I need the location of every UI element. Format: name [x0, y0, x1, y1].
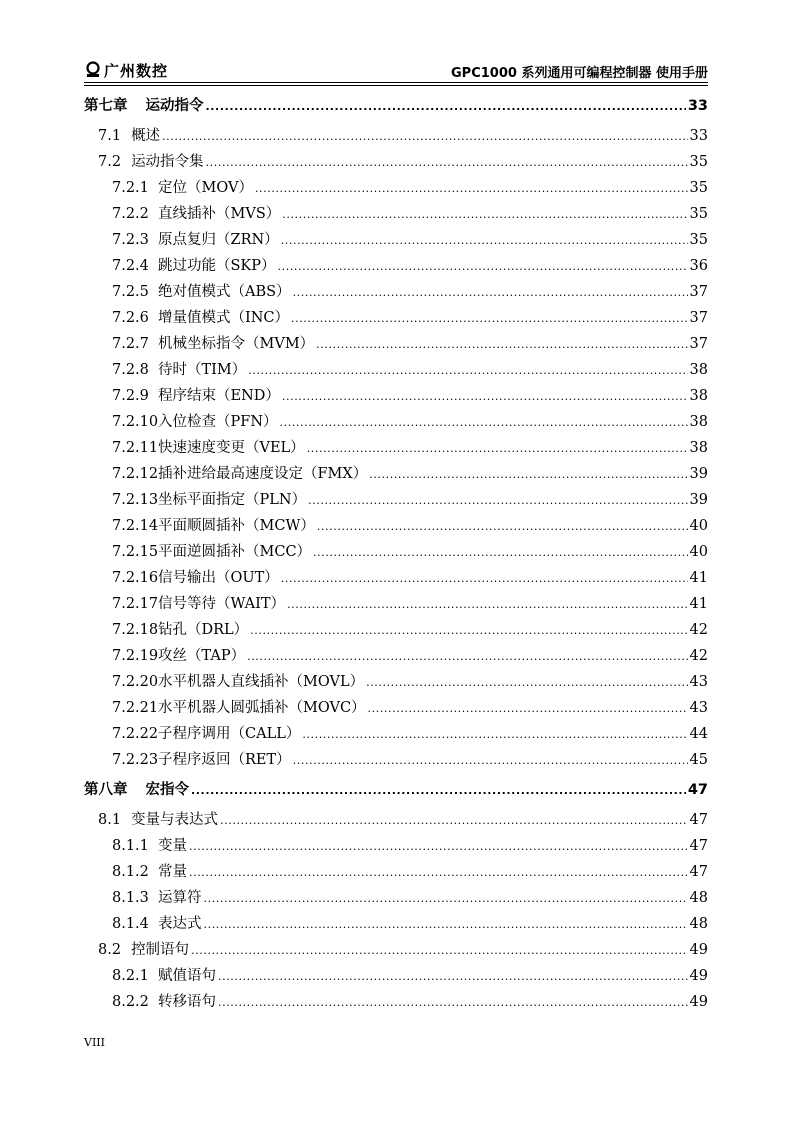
toc-entry-number: 7.2.1 [112, 180, 149, 196]
toc-entry-number: 7.2.3 [112, 232, 149, 248]
toc-entry-page: 44 [689, 726, 708, 742]
toc-entry[interactable] [84, 965, 708, 987]
toc-leader-dots [282, 385, 688, 408]
toc-entry-number: 8.1.1 [112, 838, 149, 854]
header-divider-thin [84, 85, 708, 86]
toc-leader-dots [369, 463, 687, 486]
toc-leader-dots [316, 333, 687, 356]
toc-leader-dots [368, 697, 688, 720]
toc-entry-title: 赋值语句 [158, 968, 216, 984]
toc-leader-dots [191, 779, 686, 802]
toc-entry-title: 增量值模式（INC） [158, 310, 290, 326]
toc-entry-title: 表达式 [158, 916, 202, 932]
toc-entry-page: 35 [689, 206, 708, 222]
toc-entry-title: 运算符 [158, 890, 202, 906]
toc-entry-title: 控制语句 [131, 942, 190, 958]
toc-leader-dots [248, 359, 687, 382]
toc-leader-dots [366, 671, 687, 694]
toc-leader-dots [280, 411, 688, 434]
toc-entry-number: 7.2.12 [112, 466, 159, 482]
toc-entry-title: 信号等待（WAIT） [158, 596, 286, 612]
toc-entry-page: 33 [689, 128, 708, 144]
toc-entry[interactable] [84, 125, 708, 147]
toc-entry-number: 8.1.2 [112, 864, 149, 880]
toc-entry-number: 7.2.8 [112, 362, 149, 378]
toc-leader-dots [302, 723, 687, 746]
toc-entry-page: 36 [689, 258, 708, 274]
toc-entry-number: 7.2.5 [112, 284, 149, 300]
toc-entry-title: 转移语句 [158, 994, 216, 1010]
toc-entry-number: 8.1 [98, 812, 122, 828]
toc-leader-dots [218, 965, 688, 988]
toc-leader-dots [293, 749, 688, 772]
toc-leader-dots [204, 913, 688, 936]
toc-entry-page: 37 [689, 336, 708, 352]
toc-entry-number: 第七章 [84, 98, 128, 114]
toc-entry-number: 7.2.7 [112, 336, 149, 352]
toc-entry-number: 7.2.10 [112, 414, 159, 430]
toc-entry[interactable] [84, 939, 708, 961]
toc-entry-page: 35 [689, 232, 708, 248]
toc-entry-number: 7.1 [98, 128, 122, 144]
toc-leader-dots [291, 307, 688, 330]
toc-leader-dots [162, 125, 687, 148]
toc-entry[interactable] [84, 861, 708, 883]
toc-entry-number: 7.2.23 [112, 752, 159, 768]
toc-leader-dots [308, 489, 687, 512]
toc-entry-number: 7.2.13 [112, 492, 159, 508]
toc-leader-dots [250, 619, 687, 642]
toc-entry[interactable] [84, 913, 708, 935]
toc-entry-number: 7.2.6 [112, 310, 149, 326]
toc-entry-page: 39 [689, 492, 708, 508]
toc-entry-title: 变量与表达式 [131, 812, 219, 828]
toc-entry-title: 原点复归（ZRN） [158, 232, 279, 248]
toc-entry-title: 水平机器人直线插补（MOVL） [158, 674, 365, 690]
toc-entry-title: 快速速度变更（VEL） [158, 440, 305, 456]
toc-entry-number: 7.2 [98, 154, 122, 170]
toc-entry-page: 33 [687, 98, 708, 114]
toc-leader-dots [293, 281, 688, 304]
toc-entry-page: 47 [689, 864, 708, 880]
logo-text: 广州数控 [104, 61, 169, 80]
toc-entry-number: 8.1.3 [112, 890, 149, 906]
toc-entry[interactable] [84, 489, 708, 511]
toc-entry-title: 常量 [158, 864, 187, 880]
toc-entry-page: 40 [689, 518, 708, 534]
toc-entry-number: 8.2.2 [112, 994, 149, 1010]
toc-entry-page: 40 [689, 544, 708, 560]
gsk-logo-icon [84, 61, 102, 79]
toc-chapter-entry[interactable] [84, 779, 708, 801]
toc-entry-number: 8.2.1 [112, 968, 149, 984]
toc-entry[interactable] [84, 385, 708, 407]
toc-entry-page: 43 [689, 674, 708, 690]
toc-leader-dots [206, 151, 688, 174]
toc-entry-title: 定位（MOV） [158, 180, 253, 196]
toc-entry-number: 7.2.11 [112, 440, 159, 456]
toc-leader-dots [204, 887, 688, 910]
toc-entry-title: 坐标平面指定（PLN） [158, 492, 307, 508]
toc-entry[interactable] [84, 567, 708, 589]
header-divider [84, 82, 708, 83]
toc-entry-page: 39 [689, 466, 708, 482]
toc-entry-page: 42 [689, 648, 708, 664]
toc-entry[interactable] [84, 151, 708, 173]
toc-entry-number: 7.2.16 [112, 570, 159, 586]
toc-entry[interactable] [84, 333, 708, 355]
document-title: GPC1000 系列通用可编程控制器 使用手册 [451, 66, 708, 81]
toc-entry-page: 41 [689, 570, 708, 586]
toc-entry-page: 38 [689, 440, 708, 456]
toc-leader-dots [278, 255, 688, 278]
toc-leader-dots [281, 567, 688, 590]
toc-entry-title: 子程序调用（CALL） [158, 726, 301, 742]
toc-entry-page: 49 [689, 942, 708, 958]
toc-entry-number: 8.1.4 [112, 916, 149, 932]
toc-entry[interactable] [84, 593, 708, 615]
toc-entry-page: 42 [689, 622, 708, 638]
toc-entry[interactable] [84, 749, 708, 771]
toc-entry-title: 机械坐标指令（MVM） [158, 336, 315, 352]
toc-entry[interactable] [84, 437, 708, 459]
toc-entry-page: 38 [689, 388, 708, 404]
toc-entry-page: 47 [687, 782, 708, 798]
toc-leader-dots [189, 861, 688, 884]
toc-leader-dots [255, 177, 688, 200]
toc-entry-page: 35 [689, 180, 708, 196]
toc-entry-title: 程序结束（END） [158, 388, 280, 404]
toc-entry-page: 41 [689, 596, 708, 612]
toc-entry-number: 7.2.18 [112, 622, 159, 638]
page-number: VIII [84, 1036, 105, 1049]
toc-entry-number: 7.2.15 [112, 544, 159, 560]
toc-entry-page: 49 [689, 994, 708, 1010]
toc-entry[interactable] [84, 887, 708, 909]
toc-entry-title: 待时（TIM） [158, 362, 247, 378]
toc-leader-dots [282, 203, 687, 226]
toc-entry[interactable] [84, 359, 708, 381]
toc-entry-page: 48 [689, 916, 708, 932]
toc-entry[interactable] [84, 255, 708, 277]
toc-entry[interactable] [84, 229, 708, 251]
toc-entry-title: 宏指令 [145, 782, 189, 798]
toc-entry-page: 37 [689, 284, 708, 300]
logo [84, 60, 168, 80]
toc-entry-number: 7.2.21 [112, 700, 159, 716]
toc-entry-page: 45 [689, 752, 708, 768]
toc-entry[interactable] [84, 645, 708, 667]
toc-entry-title: 绝对值模式（ABS） [158, 284, 291, 300]
toc-entry-page: 43 [689, 700, 708, 716]
toc-entry-title: 信号输出（OUT） [158, 570, 279, 586]
toc-entry[interactable] [84, 809, 708, 831]
toc-entry[interactable] [84, 281, 708, 303]
toc-entry-title: 运动指令集 [131, 154, 204, 170]
toc-entry[interactable] [84, 619, 708, 641]
toc-entry-number: 7.2.14 [112, 518, 159, 534]
toc-entry-page: 38 [689, 362, 708, 378]
toc-entry[interactable] [84, 835, 708, 857]
toc-entry-page: 37 [689, 310, 708, 326]
toc-leader-dots [206, 95, 686, 118]
toc-leader-dots [307, 437, 688, 460]
toc-entry-number: 8.2 [98, 942, 122, 958]
toc-entry-number: 7.2.20 [112, 674, 159, 690]
toc-leader-dots [317, 515, 688, 538]
toc-entry-title: 运动指令 [145, 98, 204, 114]
toc-entry-page: 47 [689, 812, 708, 828]
toc-entry-number: 7.2.17 [112, 596, 159, 612]
toc-entry[interactable] [84, 177, 708, 199]
toc-entry-number: 7.2.9 [112, 388, 149, 404]
toc-entry[interactable] [84, 541, 708, 563]
toc-entry-title: 平面顺圆插补（MCW） [158, 518, 315, 534]
toc-entry[interactable] [84, 671, 708, 693]
toc-entry-number: 第八章 [84, 782, 128, 798]
toc-entry-title: 入位检查（PFN） [158, 414, 278, 430]
toc-leader-dots [218, 991, 688, 1014]
toc-entry-number: 7.2.4 [112, 258, 149, 274]
toc-entry-page: 48 [689, 890, 708, 906]
toc-leader-dots [189, 835, 688, 858]
toc-entry[interactable] [84, 411, 708, 433]
toc-entry[interactable] [84, 307, 708, 329]
toc-entry-page: 38 [689, 414, 708, 430]
toc-entry-title: 攻丝（TAP） [158, 648, 246, 664]
toc-entry-number: 7.2.22 [112, 726, 159, 742]
toc-entry-page: 49 [689, 968, 708, 984]
toc-entry-page: 35 [689, 154, 708, 170]
toc-entry-title: 跳过功能（SKP） [158, 258, 276, 274]
toc-chapter-entry[interactable] [84, 95, 708, 117]
toc-leader-dots [220, 809, 687, 832]
toc-entry[interactable] [84, 463, 708, 485]
toc-leader-dots [191, 939, 687, 962]
toc-entry-title: 平面逆圆插补（MCC） [158, 544, 312, 560]
toc-entry-page: 47 [689, 838, 708, 854]
toc-entry-title: 概述 [131, 128, 161, 144]
toc-leader-dots [313, 541, 688, 564]
toc-entry[interactable] [84, 203, 708, 225]
toc-entry-title: 钻孔（DRL） [158, 622, 249, 638]
toc-leader-dots [281, 229, 688, 252]
toc-entry-title: 直线插补（MVS） [158, 206, 281, 222]
toc-entry[interactable] [84, 723, 708, 745]
toc-entry[interactable] [84, 991, 708, 1013]
toc-entry-title: 子程序返回（RET） [158, 752, 291, 768]
toc-leader-dots [247, 645, 687, 668]
page-header [84, 56, 708, 84]
toc-entry-title: 变量 [158, 838, 187, 854]
toc-entry[interactable] [84, 515, 708, 537]
toc-entry[interactable] [84, 697, 708, 719]
toc-entry-title: 插补进给最高速度设定（FMX） [158, 466, 368, 482]
toc-entry-number: 7.2.2 [112, 206, 149, 222]
toc-entry-title: 水平机器人圆弧插补（MOVC） [158, 700, 366, 716]
toc-entry-number: 7.2.19 [112, 648, 159, 664]
toc-leader-dots [287, 593, 687, 616]
